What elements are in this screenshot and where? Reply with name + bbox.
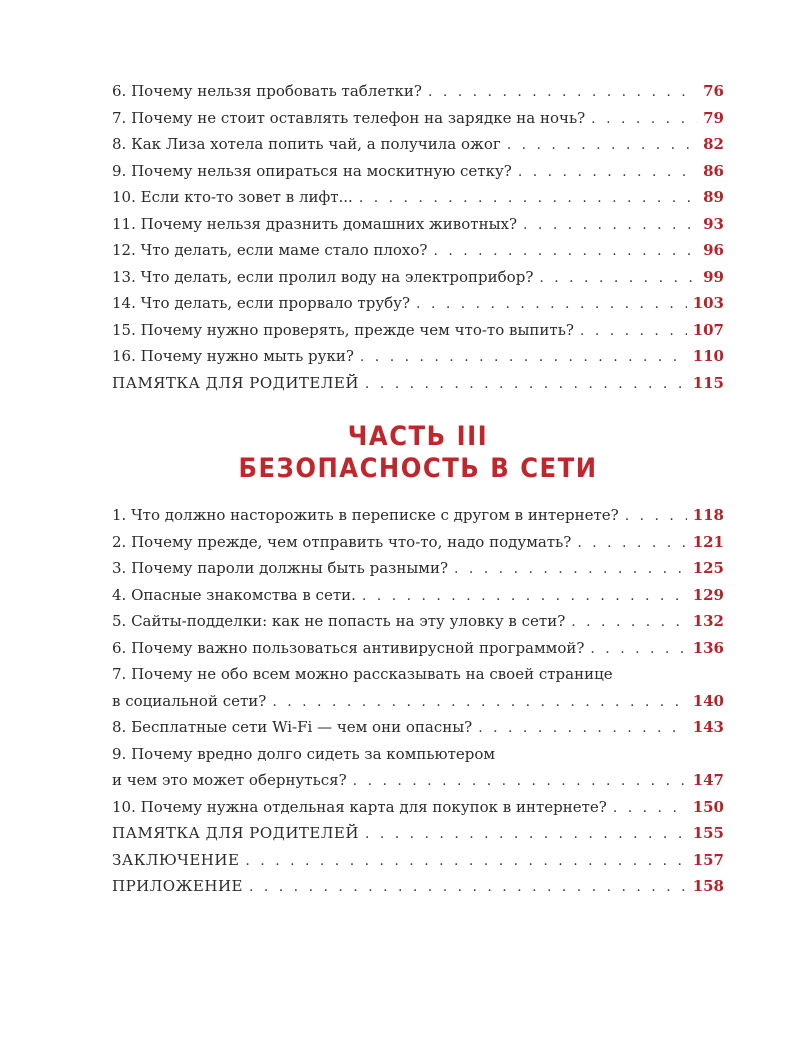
toc-entry[interactable] [112,78,724,105]
toc-page-number: 150 [692,797,724,816]
toc-entry-title: и чем это может обернуться? [112,771,347,789]
leader-dots [507,132,697,159]
table-of-contents [112,78,724,900]
toc-entry[interactable] [112,158,724,185]
toc-page-number: 93 [703,214,724,233]
toc-entry-title: 11. Почему нельзя дразнить домашних животных? [112,214,518,233]
toc-entry-title: ПАМЯТКА ДЛЯ РОДИТЕЛЕЙ [112,373,359,392]
toc-page-number: 103 [692,294,724,312]
toc-entry[interactable] [112,264,724,291]
toc-entry[interactable] [112,317,724,344]
toc-page-number: 96 [703,241,724,259]
toc-page-number: 115 [692,373,724,392]
leader-dots [365,821,687,848]
toc-entry-title: 10. Если кто-то зовет в лифт... [112,188,353,206]
toc-entry-line2[interactable] [112,767,724,794]
part-title: БЕЗОПАСНОСТЬ В СЕТИ [238,453,598,484]
toc-page-number: 82 [703,135,724,153]
leader-dots [362,583,687,610]
toc-page-number: 132 [692,612,724,630]
leader-dots [272,689,686,716]
part-heading [112,420,724,486]
toc-page-number: 157 [692,850,724,869]
leader-dots [245,848,686,875]
toc-section-b [112,502,724,900]
toc-page-number: 76 [703,82,724,100]
toc-page-number: 140 [692,691,724,710]
leader-dots [613,795,687,822]
leader-dots [454,556,687,583]
toc-entry[interactable] [112,794,724,821]
toc-entry-title: 5. Сайты-подделки: как не попасть на эту уловку в сети? [112,612,566,630]
toc-entry[interactable] [112,131,724,158]
toc-entry[interactable] [112,555,724,582]
toc-page-number: 118 [692,506,724,524]
toc-entry-title: 6. Почему важно пользоваться антивирусной программой? [112,638,585,657]
toc-entry-title: 10. Почему нужна отдельная карта для покупок в интернете? [112,797,607,816]
leader-dots [359,185,697,212]
toc-entry-line2[interactable] [112,688,724,715]
toc-entry[interactable] [112,529,724,556]
toc-entry-title: ЗАКЛЮЧЕНИЕ [112,850,240,869]
leader-dots [523,212,697,239]
toc-page-number: 79 [703,108,724,127]
toc-entry-title: 4. Опасные знакомства в сети. [112,585,356,604]
leader-dots [416,291,687,318]
toc-page-number: 155 [692,824,724,842]
toc-entry-title: 15. Почему нужно проверять, прежде чем что-то выпить? [112,320,574,339]
leader-dots [365,371,687,398]
toc-entry-title: 6. Почему нельзя пробовать таблетки? [112,82,422,100]
toc-section-a [112,78,724,396]
toc-entry-title: 3. Почему пароли должны быть разными? [112,559,448,577]
part-number: ЧАСТЬ III [347,421,489,452]
toc-entry-title: ПАМЯТКА ДЛЯ РОДИТЕЛЕЙ [112,824,359,842]
leader-dots [577,530,686,557]
toc-entry-line1[interactable] [112,661,724,688]
toc-entry-title: 7. Почему не обо всем можно рассказывать на своей странице [112,665,613,683]
toc-entry[interactable] [112,343,724,370]
toc-entry-title: 12. Что делать, если маме стало плохо? [112,241,428,259]
toc-entry-title: 16. Почему нужно мыть руки? [112,347,354,365]
toc-entry[interactable] [112,105,724,132]
toc-page-number: 125 [692,559,724,577]
toc-entry-title: 9. Почему нельзя опираться на москитную сетку? [112,161,512,180]
toc-page-number: 89 [703,188,724,206]
toc-page-number: 110 [692,347,724,365]
toc-entry-title: ПРИЛОЖЕНИЕ [112,877,243,895]
toc-page-number: 99 [703,267,724,286]
toc-entry[interactable] [112,502,724,529]
leader-dots [249,874,687,901]
toc-page-number: 136 [692,638,724,657]
leader-dots [478,715,686,742]
leader-dots [360,344,687,371]
leader-dots [591,106,697,133]
leader-dots [625,503,687,530]
leader-dots [353,768,687,795]
toc-entry[interactable] [112,635,724,662]
toc-entry-title: в социальной сети? [112,691,267,710]
toc-entry-parents-memo[interactable] [112,820,724,847]
toc-entry-line1[interactable] [112,741,724,768]
toc-entry-conclusion[interactable] [112,847,724,874]
toc-page-number: 143 [692,718,724,736]
toc-entry[interactable] [112,608,724,635]
toc-entry-parents-memo[interactable] [112,370,724,397]
toc-page-number: 147 [692,771,724,789]
toc-entry-appendix[interactable] [112,873,724,900]
toc-entry[interactable] [112,237,724,264]
toc-entry-title: 8. Бесплатные сети Wi-Fi — чем они опасны? [112,718,473,736]
toc-entry-title: 1. Что должно насторожить в переписке с другом в интернете? [112,506,619,524]
leader-dots [580,318,687,345]
toc-entry[interactable] [112,184,724,211]
leader-dots [539,265,697,292]
toc-entry-title: 8. Как Лиза хотела попить чай, а получила ожог [112,135,501,153]
toc-entry[interactable] [112,211,724,238]
toc-entry-title: 2. Почему прежде, чем отправить что-то, надо подумать? [112,532,572,551]
toc-page-number: 121 [692,532,724,551]
leader-dots [433,238,697,265]
toc-entry[interactable] [112,582,724,609]
toc-entry-title: 7. Почему не стоит оставлять телефон на зарядке на ночь? [112,108,586,127]
leader-dots [518,159,697,186]
toc-entry-title: 9. Почему вредно долго сидеть за компьютером [112,744,496,763]
toc-page-number: 86 [703,161,724,180]
toc-page-number: 129 [692,585,724,604]
toc-page-number: 158 [692,877,724,895]
toc-entry-title: 13. Что делать, если пролил воду на электроприбор? [112,267,534,286]
leader-dots [428,79,697,106]
leader-dots [571,609,686,636]
toc-entry[interactable] [112,290,724,317]
toc-page-number: 107 [692,320,724,339]
toc-entry-title: 14. Что делать, если прорвало трубу? [112,294,411,312]
toc-entry[interactable] [112,714,724,741]
leader-dots [590,636,686,663]
